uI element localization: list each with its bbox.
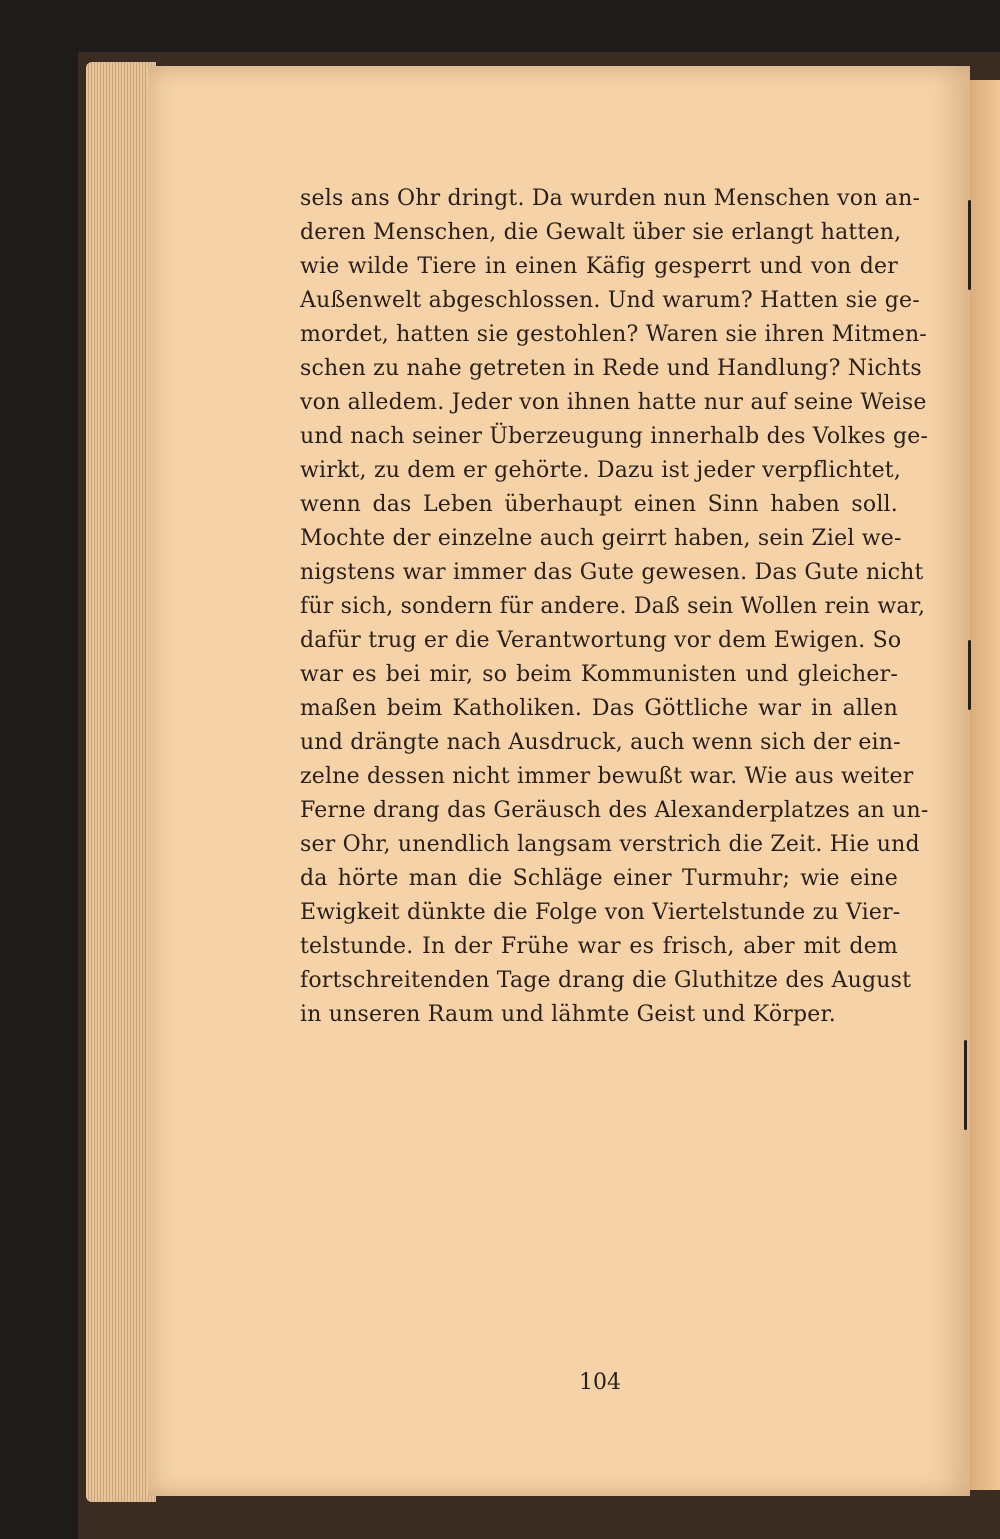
text-line: war es bei mir, so beim Kommunisten und gleicher-: [300, 662, 898, 687]
text-line: maßen beim Katholiken. Das Göttliche war in allen: [300, 696, 898, 721]
text-line: und nach seiner Überzeugung innerhalb des Volkes ge-: [300, 424, 929, 449]
text-line: da hörte man die Schläge einer Turmuhr; wie eine: [300, 866, 898, 891]
margin-mark: [968, 640, 971, 710]
text-line: sels ans Ohr dringt. Da wurden nun Menschen von an-: [300, 186, 921, 211]
text-line: Mochte der einzelne auch geirrt haben, sein Ziel we-: [300, 526, 902, 551]
margin-mark: [968, 200, 971, 290]
page-number: 104: [579, 1370, 621, 1395]
text-line: schen zu nahe getreten in Rede und Handlung? Nichts: [300, 356, 922, 381]
text-line: Ferne drang das Geräusch des Alexanderplatzes an un-: [300, 798, 929, 823]
margin-mark: [964, 1040, 967, 1130]
text-line: deren Menschen, die Gewalt über sie erlangt hatten,: [300, 220, 902, 245]
body-text: [300, 182, 929, 1032]
page-edges: [86, 62, 156, 1502]
text-line: mordet, hatten sie gestohlen? Waren sie ihren Mitmen-: [300, 322, 927, 347]
text-line: ser Ohr, unendlich langsam verstrich die Zeit. Hie und: [300, 832, 920, 857]
text-line: telstunde. In der Frühe war es frisch, aber mit dem: [300, 934, 898, 959]
text-line: wirkt, zu dem er gehörte. Dazu ist jeder verpflichtet,: [300, 458, 902, 483]
facing-page-edge: [968, 80, 1000, 1490]
text-line: für sich, sondern für andere. Daß sein Wollen rein war,: [300, 594, 926, 619]
text-line: nigstens war immer das Gute gewesen. Das Gute nicht: [300, 560, 924, 585]
text-line: wie wilde Tiere in einen Käfig gesperrt und von der: [300, 254, 898, 279]
text-line: dafür trug er die Verantwortung vor dem Ewigen. So: [300, 628, 902, 653]
text-line: von alledem. Jeder von ihnen hatte nur auf seine Weise: [300, 390, 927, 415]
text-line: Ewigkeit dünkte die Folge von Viertelstunde zu Vier-: [300, 900, 901, 925]
text-line: Außenwelt abgeschlossen. Und warum? Hatten sie ge-: [300, 288, 920, 313]
text-line: in unseren Raum und lähmte Geist und Körper.: [300, 1002, 836, 1027]
text-line: und drängte nach Ausdruck, auch wenn sich der ein-: [300, 730, 901, 755]
text-line: wenn das Leben überhaupt einen Sinn haben soll.: [300, 492, 898, 517]
text-line: zelne dessen nicht immer bewußt war. Wie aus weiter: [300, 764, 914, 789]
text-line: fortschreitenden Tage drang die Gluthitze des August: [300, 968, 912, 993]
